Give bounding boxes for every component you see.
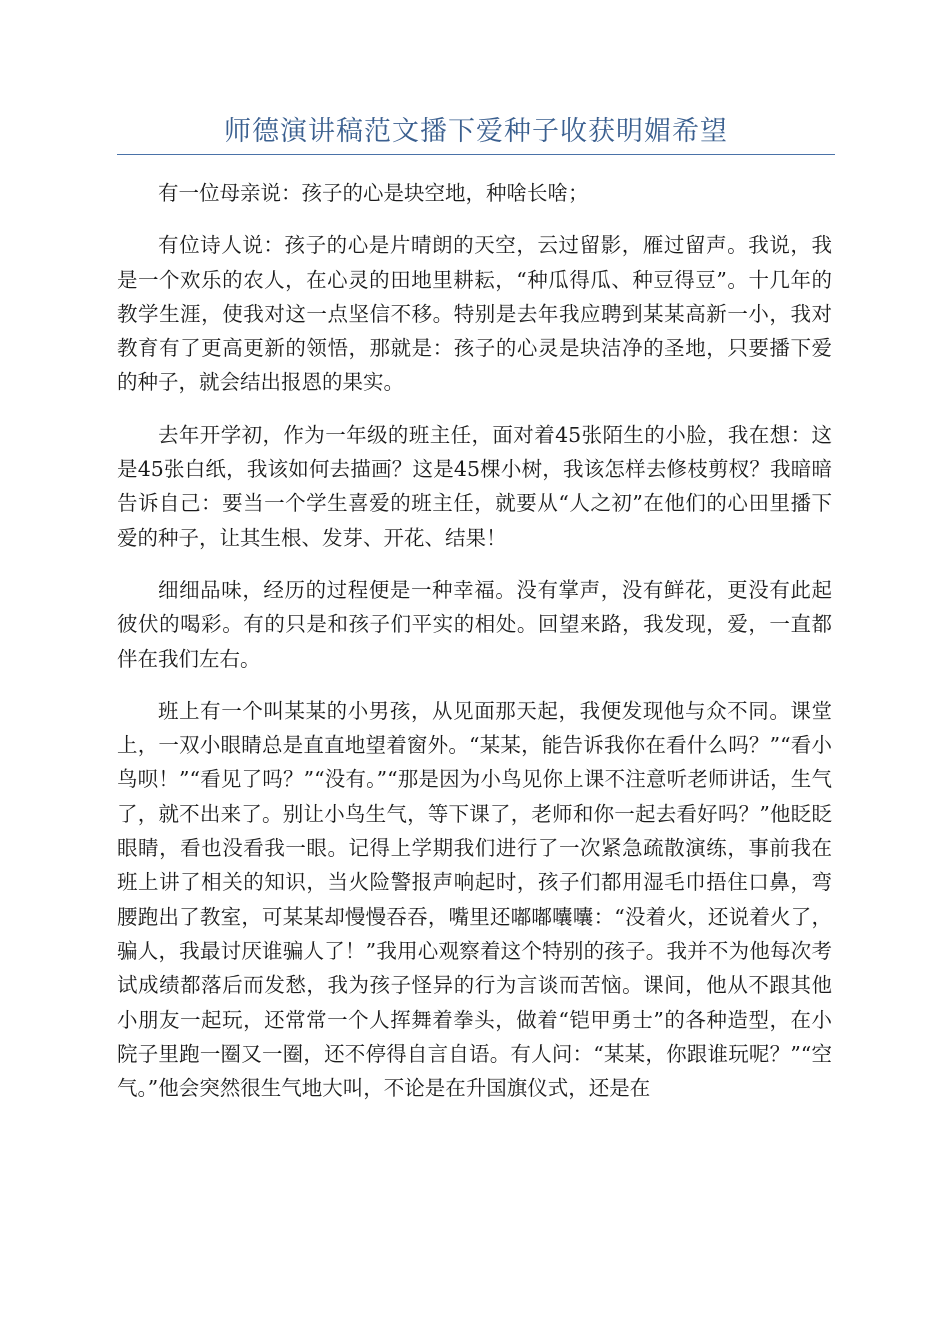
paragraph-3: 去年开学初，作为一年级的班主任，面对着45张陌生的小脸，我在想：这是45张白纸，我该如何去描画？这是45棵小树，我该怎样去修枝剪杈？我暗暗告诉自己：要当一个学生喜爱的班主任，就要从“人之初”在他们的心田里播下爱的种子，让其生根、发芽、开花、结果！ — [117, 422, 832, 550]
paragraph-4: 细细品味，经历的过程便是一种幸福。没有掌声，没有鲜花，更没有此起彼伏的喝彩。有的只是和孩子们平实的相处。回望来路，我发现，爱，一直都伴在我们左右。 — [117, 577, 832, 671]
paragraph-2: 有位诗人说：孩子的心是片晴朗的天空，云过留影，雁过留声。我说，我是一个欢乐的农人，在心灵的田地里耕耘，“种瓜得瓜、种豆得豆”。十几年的教学生涯，使我对这一点坚信不移。特别是去年我应聘到某某高新一小，我对教育有了更高更新的领悟，那就是：孩子的心灵是块洁净的圣地，只要播下爱的种子，就会结出报恩的果实。 — [117, 233, 832, 395]
document-title: 师德演讲稿范文播下爱种子收获明媚希望 — [224, 116, 728, 147]
document-body — [117, 176, 832, 1105]
paragraph-5: 班上有一个叫某某的小男孩，从见面那天起，我便发现他与众不同。课堂上，一双小眼睛总是直直地望着窗外。“某某，能告诉我你在看什么吗？”“看小鸟呗！”“看见了吗？”“没有。”“那是因为小鸟见你上课不注意听老师讲话，生气了，就不出来了。别让小鸟生气，等下课了，老师和你一起去看好吗？”他眨眨眼睛，看也没看我一眼。记得上学期我们进行了一次紧急疏散演练，事前我在班上讲了相关的知识，当火险警报声响起时，孩子们都用湿毛巾捂住口鼻，弯腰跑出了教室，可某某却慢慢吞吞，嘴里还嘟嘟囔囔：“没着火，还说着火了，骗人，我最讨厌谁骗人了！”我用心观察着这个特别的孩子。我并不为他每次考试成绩都落后而发愁，我为孩子怪异的行为言谈而苦恼。课间，他从不跟其他小朋友一起玩，还常常一个人挥舞着拳头，做着“铠甲勇士”的各种造型，在小院子里跑一圈又一圈，还不停得自言自语。有人问：“某某，你跟谁玩呢？”“空气。”他会突然很生气地大叫，不论是在升国旗仪式，还是在 — [117, 698, 832, 1101]
paragraph-1: 有一位母亲说：孩子的心是块空地，种啥长啥； — [158, 181, 589, 205]
title-underline — [117, 154, 835, 155]
